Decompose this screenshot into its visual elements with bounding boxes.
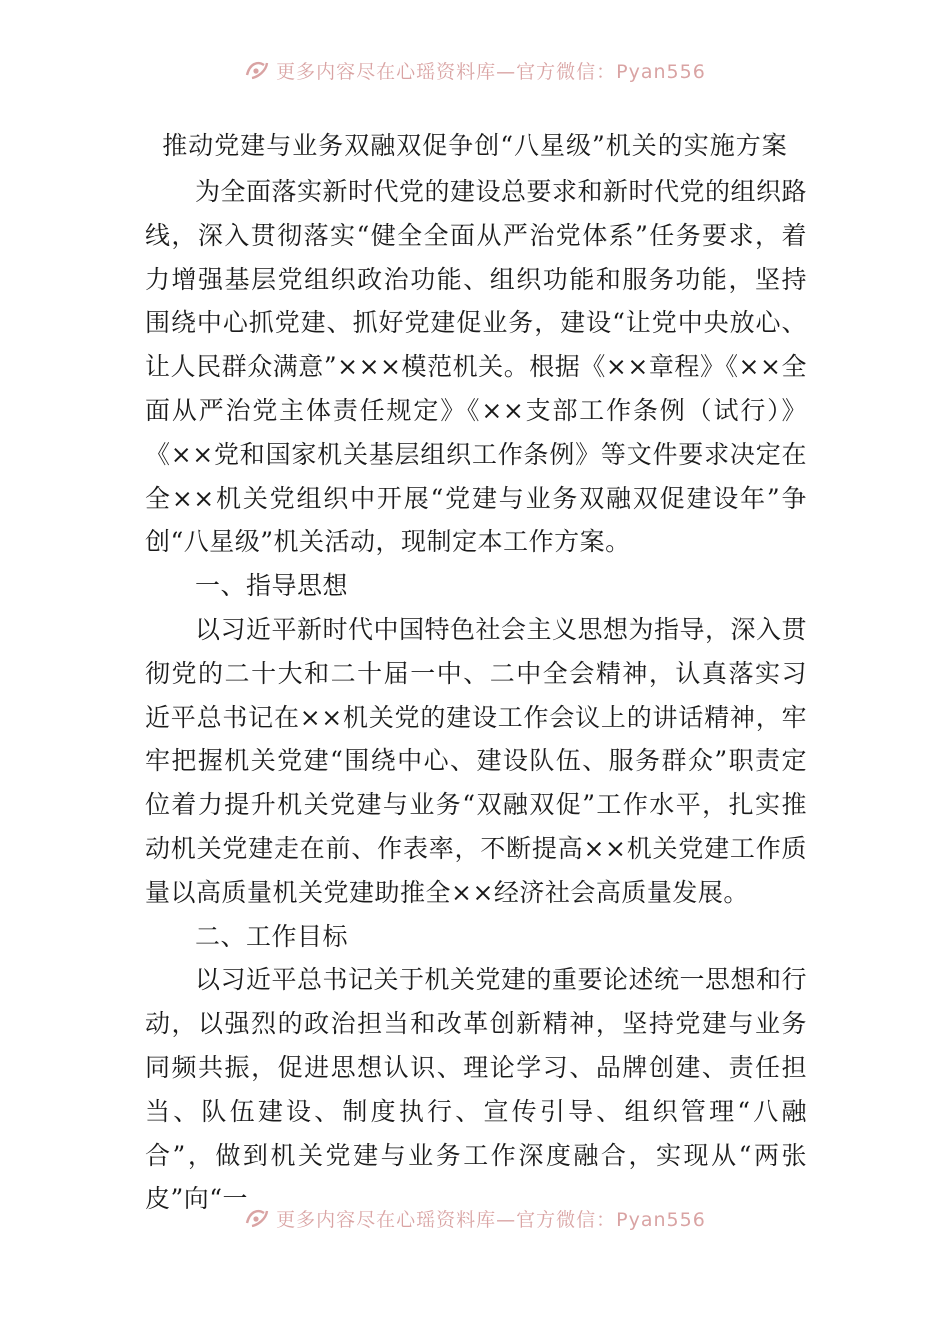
watermark-text: 更多内容尽在心瑶资料库—官方微信：Pyan556	[276, 1208, 706, 1231]
watermark-text: 更多内容尽在心瑶资料库—官方微信：Pyan556	[276, 60, 706, 83]
work-goals-paragraph: 以习近平总书记关于机关党建的重要论述统一思想和行动，以强烈的政治担当和改革创新精神，坚持党建与业务同频共振，促进思想认识、理论学习、品牌创建、责任担当、队伍建设、制度执行、宣传引导、组织管理“八融合”，做到机关党建与业务工作深度融合，实现从“两张皮”向“一	[145, 965, 808, 1214]
guiding-ideology-paragraph: 以习近平新时代中国特色社会主义思想为指导，深入贯彻党的二十大和二十届一中、二中全会精神，认真落实习近平总书记在××机关党的建设工作会议上的讲话精神，牢牢把握机关党建“围绕中心、建设队伍、服务群众”职责定位着力提升机关党建与业务“双融双促”工作水平，扎实推动机关党建走在前、作表率，不断提高××机关党建工作质量以高质量机关党建助推全××经济社会高质量发展。	[145, 614, 808, 907]
section-heading-guiding-ideology: 一、指导思想	[195, 571, 349, 601]
watermark-footer	[0, 1198, 950, 1238]
watermark-logo-icon	[244, 1207, 270, 1229]
intro-paragraph: 为全面落实新时代党的建设总要求和新时代党的组织路线，深入贯彻落实“健全全面从严治党体系”任务要求，着力增强基层党组织政治功能、组织功能和服务功能，坚持围绕中心抓党建、抓好党建促业务，建设“让党中央放心、让人民群众满意”×××模范机关。根据《××章程》《××全面从严治党主体责任规定》《××支部工作条例（试行）》《××党和国家机关基层组织工作条例》等文件要求决定在全××机关党组织中开展“党建与业务双融双促建设年”争创“八星级”机关活动，现制定本工作方案。	[145, 177, 808, 557]
document-title: 推动党建与业务双融双促争创“八星级”机关的实施方案	[162, 131, 788, 160]
watermark-logo-icon	[244, 59, 270, 81]
section-heading-work-goals: 二、工作目标	[195, 921, 349, 951]
document-body	[145, 170, 807, 1221]
watermark-header	[0, 50, 950, 90]
